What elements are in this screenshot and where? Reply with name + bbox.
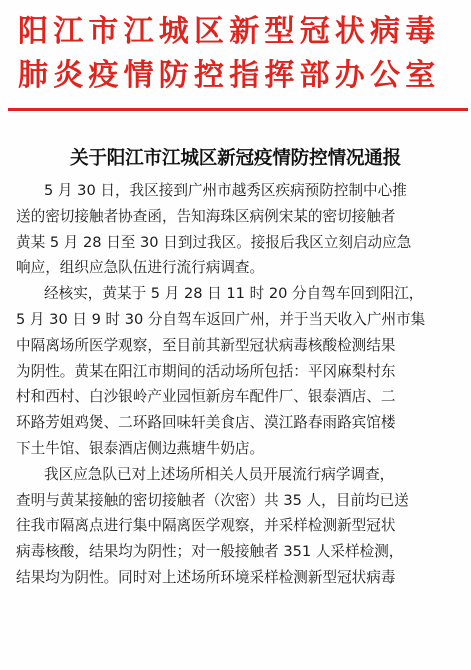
body-text-line: 下土牛馆、银泰酒店侧边燕塘牛奶店。 [16, 439, 265, 457]
body-text-line: 为阴性。黄某在阳江市期间的活动场所包括：平冈麻梨村东 [16, 362, 396, 380]
body-text-line: 送的密切接触者协查函，告知海珠区病例宋某的密切接触者 [16, 207, 396, 225]
document-body [16, 178, 456, 591]
body-text-line: 结果均为阴性。同时对上述场所环境采样检测新型冠状病毒 [16, 568, 396, 586]
body-text-line: 病毒核酸，结果均为阴性；对一般接触者 351 人采样检测， [16, 543, 404, 561]
document-title: 关于阳江市江城区新冠疫情防控情况通报 [69, 148, 402, 169]
letterhead-line-2: 肺炎疫情防控指挥部办公室 [18, 58, 441, 93]
letterhead-red-rule [8, 108, 468, 111]
letterhead [18, 10, 458, 98]
body-text-line: 往我市隔离点进行集中隔离医学观察，并采样检测新型冠状 [16, 517, 396, 535]
letterhead-line-1: 阳江市江城区新型冠状病毒 [18, 14, 441, 49]
body-text-line: 经核实，黄某于 5 月 28 日 11 时 20 分自驾车回到阳江， [44, 285, 424, 303]
body-text-line: 村和西村、白沙银岭产业园恒新房车配件厂、银泰酒店、二 [16, 388, 396, 406]
body-text-line: 黄某 5 月 28 日至 30 日到过我区。接报后我区立刻启动应急 [16, 233, 412, 251]
body-text-line: 中隔离场所医学观察，至目前其新型冠状病毒核酸检测结果 [16, 336, 396, 354]
body-text-line: 查明与黄某接触的密切接触者（次密）共 35 人，目前均已送 [16, 491, 409, 509]
body-text-line: 环路芳姐鸡煲、二环路回味轩美食店、漠江路春雨路宾馆楼 [16, 414, 396, 432]
body-text-line: 5 月 30 日 9 时 30 分自驾车返回广州，并于当天收入广州市集 [16, 310, 426, 328]
body-text-line: 5 月 30 日，我区接到广州市越秀区疾病预防控制中心推 [44, 182, 407, 199]
body-text-line: 我区应急队已对上述场所相关人员开展流行病学调查， [44, 465, 395, 483]
body-text-line: 响应，组织应急队伍进行流行病调查。 [16, 259, 265, 277]
